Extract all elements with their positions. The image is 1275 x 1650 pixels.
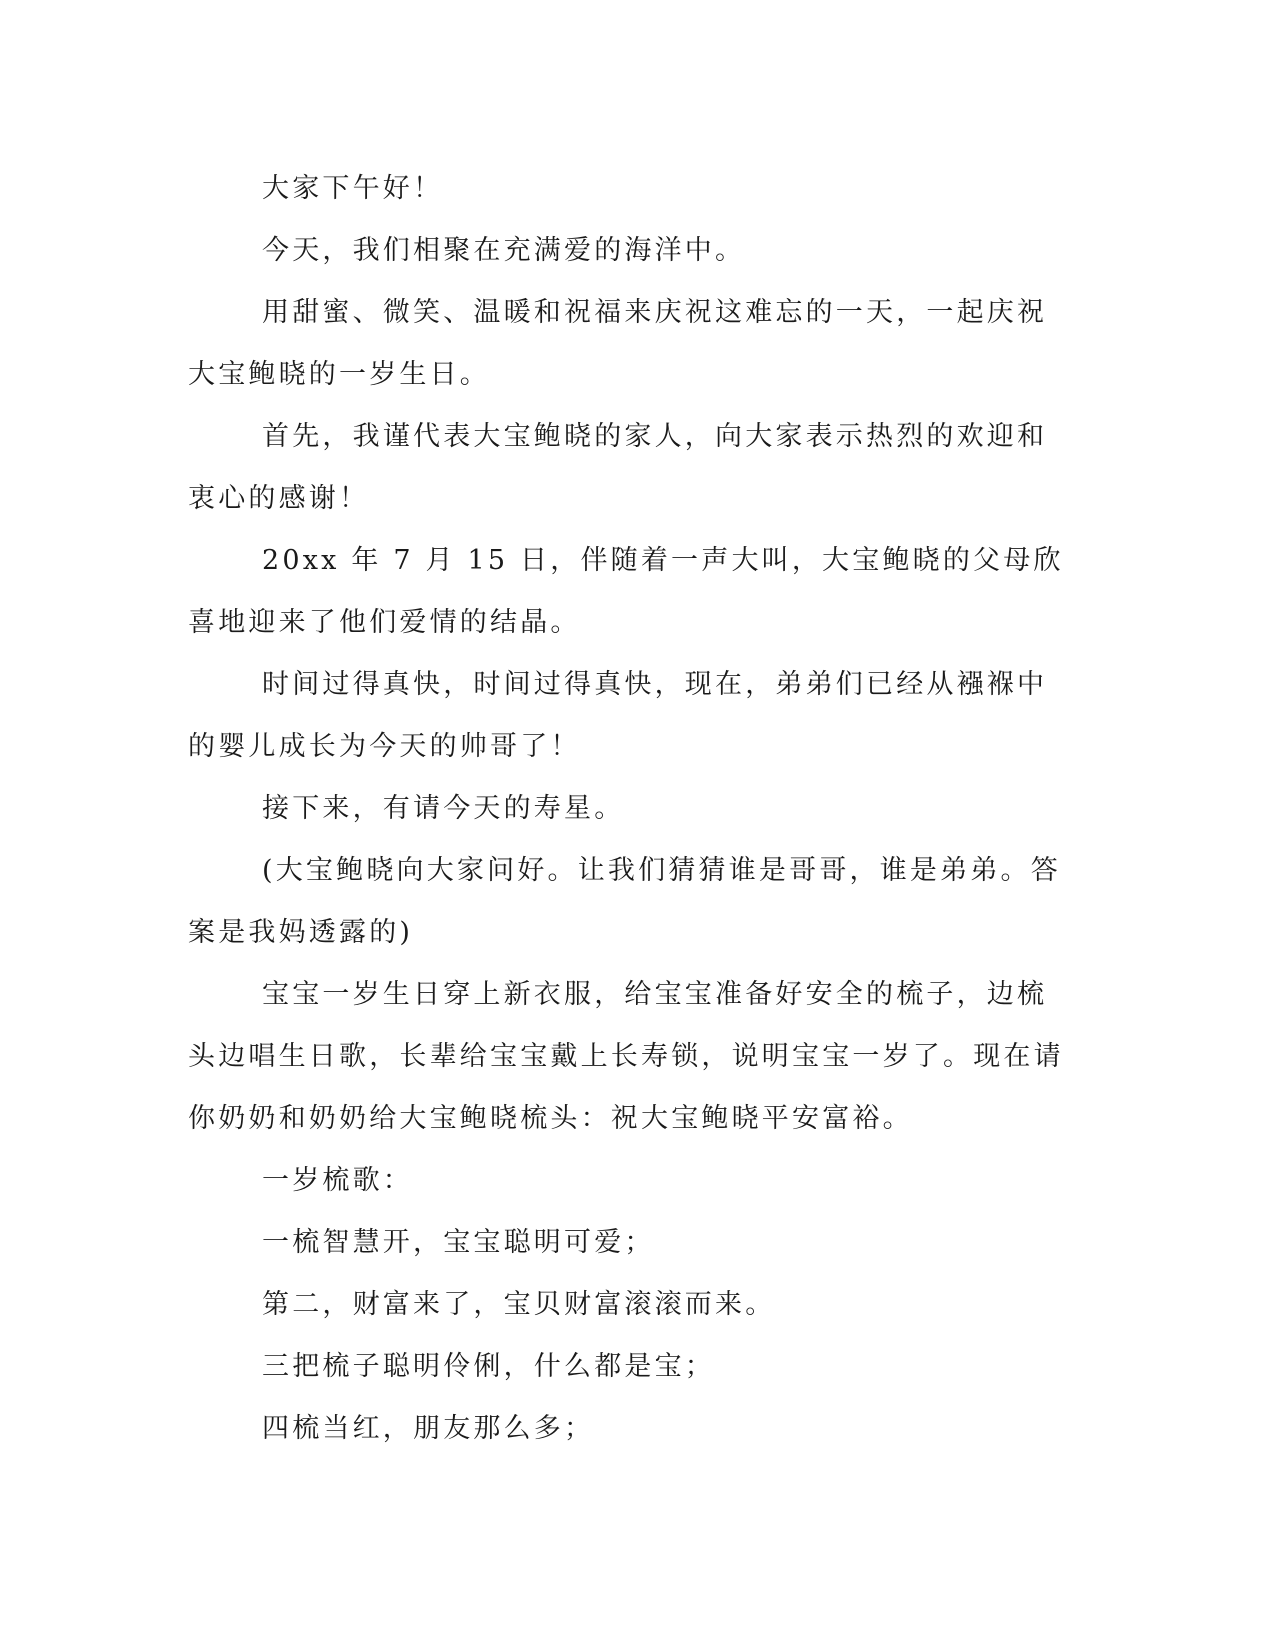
- paragraph-song-line-2: 第二，财富来了，宝贝财富滚滚而来。: [262, 1289, 776, 1320]
- paragraph-song-title: 一岁梳歌：: [262, 1165, 413, 1196]
- paragraph-time: 时间过得真快，时间过得真快，现在，弟弟们已经从襁褓中的婴儿成长为今天的帅哥了！: [188, 669, 1048, 762]
- paragraph-gathering: 今天，我们相聚在充满爱的海洋中。: [262, 235, 746, 266]
- paragraph-welcome: 首先，我谨代表大宝鲍晓的家人，向大家表示热烈的欢迎和衷心的感谢！: [188, 421, 1048, 514]
- paragraph-birth: 20xx 年 7 月 15 日，伴随着一声大叫，大宝鲍晓的父母欣喜地迎来了他们爱情的结晶。: [188, 545, 1064, 638]
- paragraph-invite: 接下来，有请今天的寿星。: [262, 793, 625, 824]
- paragraph-song-line-1: 一梳智慧开，宝宝聪明可爱；: [262, 1227, 655, 1258]
- paragraph-song-line-3: 三把梳子聪明伶俐，什么都是宝；: [262, 1351, 715, 1382]
- document-body: [188, 158, 1076, 1460]
- paragraph-celebrate: 用甜蜜、微笑、温暖和祝福来庆祝这难忘的一天，一起庆祝大宝鲍晓的一岁生日。: [188, 297, 1048, 390]
- paragraph-comb-ritual: 宝宝一岁生日穿上新衣服，给宝宝准备好安全的梳子，边梳头边唱生日歌，长辈给宝宝戴上长寿锁，说明宝宝一岁了。现在请你奶奶和奶奶给大宝鲍晓梳头：祝大宝鲍晓平安富裕。: [188, 979, 1064, 1134]
- paragraph-guess: (大宝鲍晓向大家问好。让我们猜猜谁是哥哥，谁是弟弟。答案是我妈透露的): [188, 855, 1061, 948]
- paragraph-greeting: 大家下午好！: [262, 173, 444, 204]
- paragraph-song-line-4: 四梳当红，朋友那么多；: [262, 1413, 595, 1444]
